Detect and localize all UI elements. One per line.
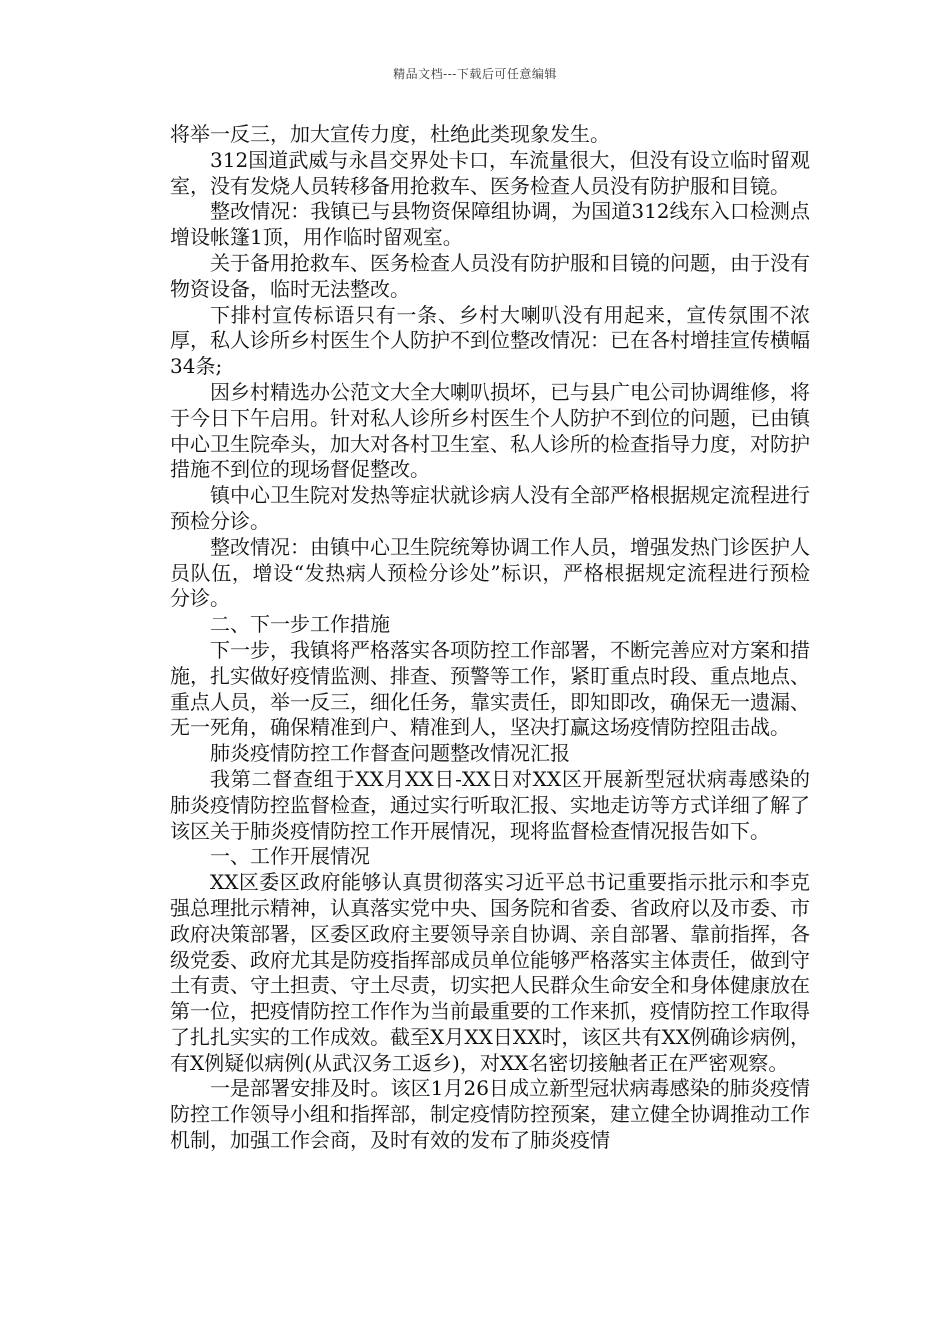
paragraph-12: 我第二督查组于XX月XX日-XX日对XX区开展新型冠状病毒感染的肺炎疫情防控监督检查，通过实行听取汇报、实地走访等方式详细了解了该区关于肺炎疫情防控工作开展情况，现将监督检查情况报告如下。	[170, 766, 810, 843]
paragraph-2: 312国道武威与永昌交界处卡口，车流量很大，但没有设立临时留观室，没有发烧人员转移备用抢救车、医务检查人员没有防护服和目镜。	[170, 147, 810, 198]
paragraph-4: 关于备用抢救车、医务检查人员没有防护服和目镜的问题，由于没有物资设备，临时无法整改。	[170, 250, 810, 301]
paragraph-5: 下排村宣传标语只有一条、乡村大喇叭没有用起来，宣传氛围不浓厚，私人诊所乡村医生个人防护不到位整改情况：已在各村增挂宣传横幅34条;	[170, 302, 810, 379]
section-heading-work-status: 一、工作开展情况	[210, 844, 370, 869]
report-title: 肺炎疫情防控工作督查问题整改情况汇报	[210, 741, 570, 766]
paragraph-3: 整改情况：我镇已与县物资保障组协调，为国道312线东入口检测点增设帐篷1顶，用作临时留观室。	[170, 199, 810, 250]
paragraph-14: XX区委区政府能够认真贯彻落实习近平总书记重要指示批示和李克强总理批示精神，认真落实党中央、国务院和省委、省政府以及市委、市政府决策部署，区委区政府主要领导亲自协调、亲自部署、靠前指挥，各级党委、政府尤其是防疫指挥部成员单位能够严格落实主体责任，做到守土有责、守土担责、守土尽责，切实把人民群众生命安全和身体健康放在第一位，把疫情防控工作作为当前最重要的工作来抓，疫情防控工作取得了扎扎实实的工作成效。截至X月XX日XX时，该区共有XX例确诊病例，有X例疑似病例(从武汉务工返乡)，对XX名密切接触者正在严密观察。	[170, 870, 810, 1075]
document-body	[170, 122, 810, 1154]
paragraph-1: 将举一反三，加大宣传力度，杜绝此类现象发生。	[170, 122, 610, 146]
paragraph-7: 镇中心卫生院对发热等症状就诊病人没有全部严格根据规定流程进行预检分诊。	[170, 483, 810, 533]
paragraph-6: 因乡村精选办公范文大全大喇叭损坏，已与县广电公司协调维修，将于今日下午启用。针对私人诊所乡村医生个人防护不到位的问题，已由镇中心卫生院牵头，加大对各村卫生室、私人诊所的检查指导力度，对防护措施不到位的现场督促整改。	[170, 379, 810, 482]
paragraph-15: 一是部署安排及时。该区1月26日成立新型冠状病毒感染的肺炎疫情防控工作领导小组和指挥部，制定疫情防控预案，建立健全协调推动工作机制，加强工作会商，及时有效的发布了肺炎疫情	[170, 1076, 810, 1153]
paragraph-8: 整改情况：由镇中心卫生院统筹协调工作人员，增强发热门诊医护人员队伍，增设“发热病人预检分诊处”标识，严格根据规定流程进行预检分诊。	[170, 534, 810, 611]
paragraph-10: 下一步，我镇将严格落实各项防控工作部署，不断完善应对方案和措施，扎实做好疫情监测、排查、预警等工作，紧盯重点时段、重点地点、重点人员，举一反三，细化任务，靠实责任，即知即改，确保无一遗漏、无一死角，确保精准到户、精准到人，坚决打赢这场疫情防控阻击战。	[170, 637, 810, 740]
page-header: 精品文档---下载后可任意编辑	[393, 67, 557, 81]
section-heading-next-steps: 二、下一步工作措施	[210, 612, 390, 637]
